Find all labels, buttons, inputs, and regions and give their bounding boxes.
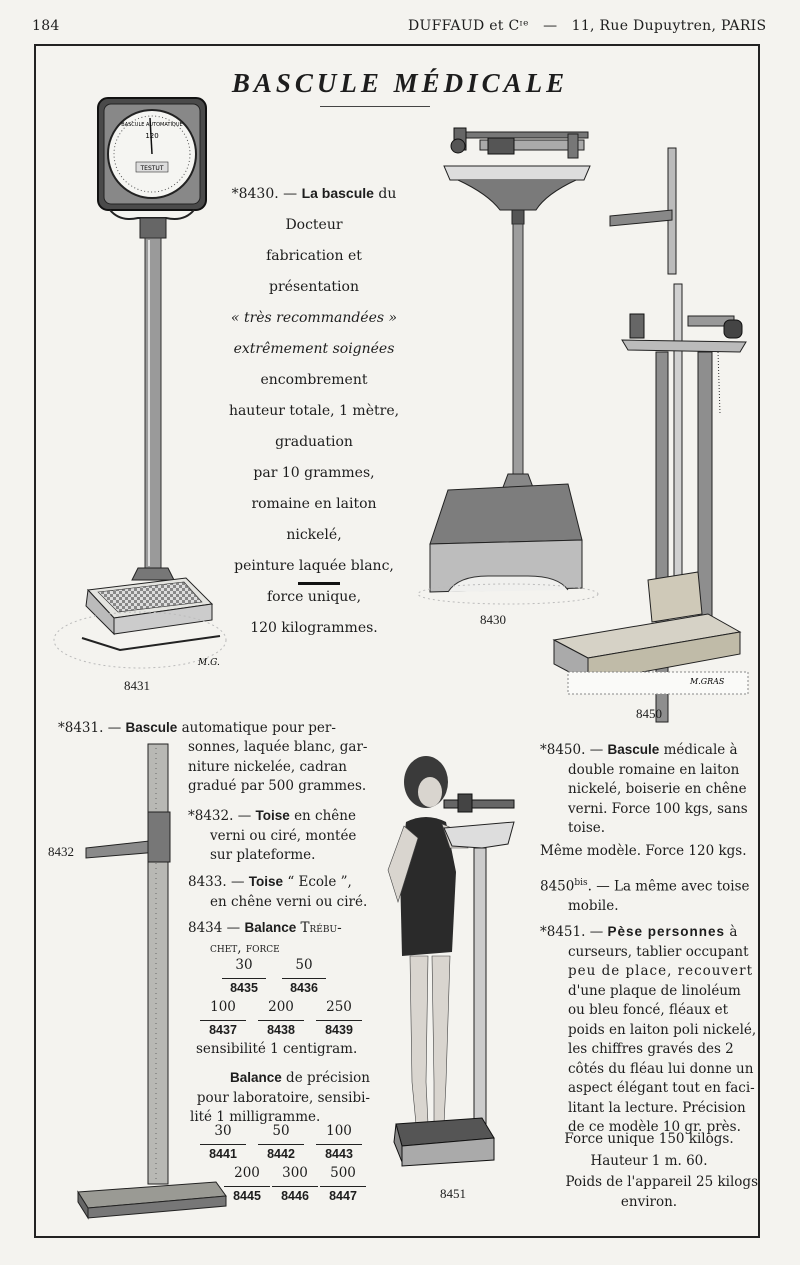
item-8451-specs	[540, 1130, 758, 1212]
item-8434-text: Trébu-	[300, 920, 342, 936]
force-value: 50	[282, 956, 326, 979]
item-8430-line: Docteur	[285, 217, 343, 233]
item-8451-name: Pèse personnes	[607, 924, 726, 939]
publisher-address: 11, Rue Dupuytren, PARIS	[571, 18, 767, 34]
item-8431-text: sonnes, laquée blanc, gar-	[188, 739, 368, 755]
reference-number: 8439	[325, 1022, 353, 1037]
item-8430-line: peinture laquée blanc,	[234, 558, 394, 574]
reference-number: 8441	[209, 1146, 237, 1161]
item-8430-line: graduation	[275, 434, 353, 450]
item-8450-text: double romaine en laiton	[568, 761, 740, 778]
item-8451-text: peu de place, recouvert	[568, 963, 753, 979]
item-8430-line: romaine en laiton nickelé,	[251, 496, 377, 543]
item-8433-description	[188, 872, 370, 912]
item-8451-text: les chiffres gravés des 2	[568, 1041, 734, 1057]
engraver-signature-2: M.GRAS	[690, 677, 725, 686]
item-8451-text: curseurs, tablier occupant	[568, 943, 749, 960]
force-value: 500	[320, 1164, 366, 1187]
item-8431-text: gradué par 500 grammes.	[188, 778, 367, 794]
item-8431-description	[58, 718, 370, 739]
reference-number: 8447	[329, 1188, 357, 1203]
item-8450-text: toise.	[568, 820, 606, 836]
item-8432-text: verni ou ciré, montée	[210, 827, 357, 844]
precision-balance-text: de précision	[286, 1070, 370, 1086]
item-8433-number: 8433. —	[188, 874, 245, 890]
reference-number: 8438	[267, 1022, 295, 1037]
weight-spec-continued: environ.	[620, 1193, 678, 1210]
force-value: 250	[316, 998, 362, 1021]
precision-balance-text: lité 1 milligramme.	[190, 1109, 321, 1125]
item-8431-text: niture nickelée, cadran	[188, 758, 347, 775]
force-value: 100	[200, 998, 246, 1021]
illustration-8450-medical-scale	[548, 144, 758, 696]
dial-capacity: 120	[145, 132, 159, 140]
item-8431-number: *8431. —	[58, 720, 122, 736]
publisher-name: DUFFAUD et Cᶦᵉ	[408, 18, 529, 34]
force-value: 50	[258, 1122, 304, 1145]
item-8433-text: “ Ecole ”,	[287, 874, 352, 890]
item-8451-text: de ce modèle 10 gr. près.	[568, 1119, 741, 1135]
item-8430-line: hauteur totale, 1 mètre,	[228, 403, 400, 419]
force-value: 200	[258, 998, 304, 1021]
item-8450bis-suffix: bis	[574, 878, 588, 888]
item-8431-name: Bascule	[125, 720, 178, 735]
reference-number: 8445	[233, 1188, 261, 1203]
item-8430-number: *8430. —	[231, 186, 298, 202]
section-divider	[298, 582, 340, 585]
item-8430-line: 120 kilogrammes.	[250, 620, 378, 636]
reference-number: 8435	[230, 980, 258, 995]
item-8450bis-description	[540, 874, 758, 917]
page-number: 184	[32, 18, 60, 34]
item-8450-number: *8450. —	[540, 742, 604, 758]
illustration-8431-dial-scale	[50, 90, 230, 670]
item-8433-text: en chêne verni ou ciré.	[210, 893, 368, 910]
force-spec: Force unique 150 kilogs.	[564, 1131, 734, 1147]
item-8432-text: sur plateforme.	[210, 847, 316, 863]
item-8450-text: verni. Force 100 kgs, sans	[568, 800, 748, 817]
item-8432-text: en chêne	[294, 808, 356, 824]
caption-8431: 8431	[124, 678, 150, 693]
precision-balance-text: pour laboratoire, sensibi-	[196, 1089, 370, 1106]
header-dash: —	[543, 18, 558, 34]
item-8430-line: fabrication et présentation	[266, 248, 362, 295]
item-8430-line: extrêmement soignées	[233, 341, 395, 357]
item-8430-line: encombrement	[260, 372, 368, 388]
force-table-3	[200, 1122, 362, 1164]
reference-number: 8436	[290, 980, 318, 995]
item-8430-line: force unique,	[266, 589, 362, 605]
dial-maker: TESTUT	[140, 165, 164, 172]
force-value: 200	[224, 1164, 270, 1187]
item-8430-name: La bascule	[301, 185, 374, 201]
force-value: 30	[200, 1122, 246, 1145]
caption-8450: 8450	[636, 706, 662, 721]
caption-8432: 8432	[48, 844, 74, 859]
item-8450-text: médicale à	[663, 742, 738, 758]
item-8451-text: d'une plaque de linoléum	[568, 982, 741, 999]
title-rule	[320, 106, 430, 107]
force-table-4	[224, 1164, 366, 1206]
item-8433-name: Toise	[248, 874, 284, 889]
running-header	[408, 18, 766, 34]
page-title: BASCULE MÉDICALE	[231, 68, 569, 98]
precision-balance-name: Balance	[229, 1070, 282, 1085]
force-table-2	[200, 998, 362, 1040]
caption-8430: 8430	[480, 612, 506, 627]
caption-8451: 8451	[440, 1186, 466, 1201]
item-8434-text: chet, force	[210, 939, 280, 956]
item-8451-text: litant la lecture. Précision	[568, 1099, 746, 1116]
height-spec: Hauteur 1 m. 60.	[590, 1152, 708, 1169]
sensitivity-note: sensibilité 1 centigram.	[196, 1041, 358, 1057]
weight-spec: Poids de l'appareil 25 kilogs	[565, 1174, 758, 1190]
item-8451-text: à	[729, 924, 738, 940]
item-8431-text: automatique pour per-	[181, 720, 336, 736]
item-8451-text: côtés du fléau lui donne un	[568, 1060, 754, 1077]
same-model-note: Même modèle. Force 120 kgs.	[540, 843, 747, 859]
item-8451-text: poids en laiton poli nickelé,	[568, 1021, 757, 1038]
item-8451-text: ou bleu foncé, fléaux et	[568, 1002, 729, 1018]
reference-number: 8443	[325, 1146, 353, 1161]
item-8434-name: Balance	[244, 920, 297, 935]
item-8431-continued	[188, 738, 370, 797]
item-8451-description	[540, 922, 758, 1138]
dial-label-top: BASCULE AUTOMATIQUE	[121, 122, 183, 128]
force-value: 100	[316, 1122, 362, 1145]
item-8430-description	[226, 178, 402, 644]
item-8451-number: *8451. —	[540, 924, 604, 940]
engraver-signature: M.G.	[198, 658, 220, 668]
reference-number: 8437	[209, 1022, 237, 1037]
force-value: 300	[272, 1164, 318, 1187]
item-8430-line: par 10 grammes,	[253, 465, 375, 481]
illustration-8451-person-scale	[382, 752, 532, 1182]
item-8451-text: aspect élégant tout en faci-	[568, 1080, 755, 1096]
item-8450bis-number: 8450	[540, 878, 575, 895]
item-8432-name: Toise	[255, 808, 290, 823]
force-table-1	[222, 956, 326, 998]
item-8450-name: Bascule	[607, 742, 660, 757]
reference-number: 8442	[267, 1146, 295, 1161]
item-8450bis-text: mobile.	[568, 898, 619, 914]
item-8430-line: « très recommandées »	[230, 310, 398, 326]
item-8432-description	[188, 806, 370, 866]
item-8430-line: du	[378, 186, 397, 202]
force-value: 30	[222, 956, 266, 979]
item-8450-description	[540, 740, 758, 839]
item-8450-text: nickelé, boiserie en chêne	[568, 781, 747, 797]
precision-balance-description	[190, 1068, 370, 1128]
item-8450bis-text: . — La même avec toise	[587, 878, 750, 895]
item-8434-number: 8434 —	[188, 920, 241, 936]
reference-number: 8446	[281, 1188, 309, 1203]
item-8432-number: *8432. —	[188, 808, 252, 824]
item-8434-description	[188, 918, 370, 958]
